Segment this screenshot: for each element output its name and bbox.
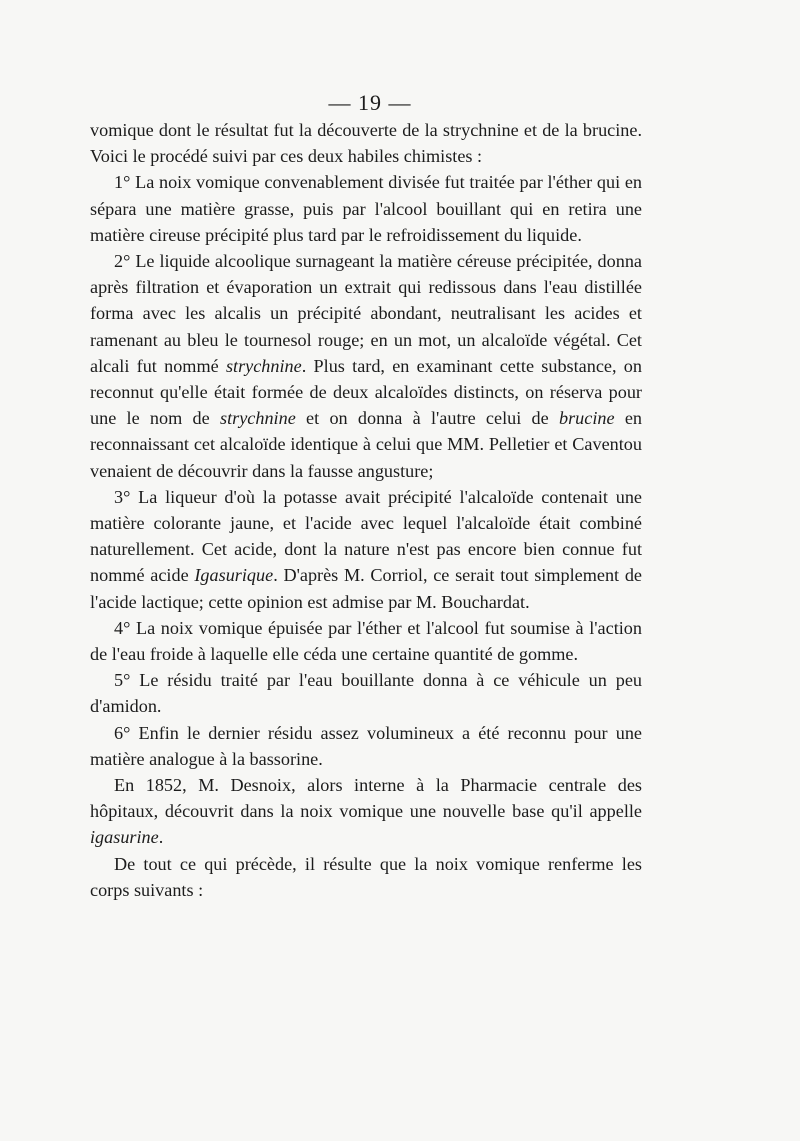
text-run: . Plus tard, en examinant cette substance, on reconnut qu'elle était formée de deux alcaloïdes distincts, on réserva pour une le nom de	[90, 355, 642, 429]
paragraph	[90, 484, 642, 615]
paragraph	[90, 117, 642, 169]
text-run: 3° La liqueur d'où la potasse avait précipité l'alcaloïde contenait une matière colorante jaune, et l'acide avec lequel l'alcaloïde était combiné naturellement. Cet acide, dont la nature n'est pas encore bien connue fut nommé acide	[90, 486, 642, 586]
text-run: 1° La noix vomique convenablement divisée fut traitée par l'éther qui en sépara une matière grasse, puis par l'alcool bouillant qui en retira une matière cireuse précipité plus tard par le refroidissement du liquide.	[90, 172, 642, 245]
italic-text: igasurine	[90, 827, 159, 848]
body-text	[90, 117, 642, 903]
text-run: .	[158, 827, 164, 848]
text-run: et on donna à l'autre celui de	[295, 408, 559, 429]
page-number: — 19 —	[328, 90, 412, 115]
text-run: 4° La noix vomique épuisée par l'éther et l'alcool fut soumise à l'action de l'eau froide à laquelle elle céda une certaine quantité de gomme.	[90, 617, 642, 665]
text-run: En 1852, M. Desnoix, alors interne à la Pharmacie centrale des hôpitaux, découvrit dans la noix vomique une nouvelle base qu'il appelle	[90, 775, 642, 822]
paragraph	[90, 720, 642, 772]
paragraph	[90, 169, 642, 248]
paragraph	[90, 615, 642, 667]
italic-text: strychnine	[225, 355, 302, 376]
paragraph	[90, 248, 642, 484]
italic-text: strychnine	[220, 408, 296, 429]
italic-text: Igasurique	[194, 565, 274, 586]
text-run: De tout ce qui précède, il résulte que la noix vomique renferme les corps suivants :	[90, 853, 642, 900]
text-run: . D'après M. Corriol, ce serait tout simplement de l'acide lactique; cette opinion est admise par M. Bouchardat.	[90, 565, 642, 612]
paragraph	[90, 772, 642, 851]
text-run: en reconnaissant cet alcaloïde identique à celui que MM. Pelletier et Caventou venaient de découvrir dans la fausse angusture;	[90, 408, 643, 481]
italic-text: brucine	[559, 408, 615, 429]
text-run: 5° Le résidu traité par l'eau bouillante donna à ce véhicule un peu d'amidon.	[90, 670, 642, 717]
text-run: vomique dont le résultat fut la découverte de la strychnine et de la brucine. Voici le procédé suivi par ces deux habiles chimistes :	[90, 120, 642, 167]
paragraph	[90, 667, 642, 719]
text-run: 2° Le liquide alcoolique surnageant la matière céreuse précipitée, donna après filtration et évaporation un extrait qui redissous dans l'eau distillée forma avec les alcalis un précipité abondant, neutralisant les acides et ramenant au bleu le tournesol rouge; en un mot, un alcaloïde végétal. Cet alcali fut nommé	[90, 251, 642, 376]
text-run: 6° Enfin le dernier résidu assez volumineux a été reconnu pour une matière analogue à la bassorine.	[90, 722, 642, 769]
paragraph	[90, 851, 642, 903]
